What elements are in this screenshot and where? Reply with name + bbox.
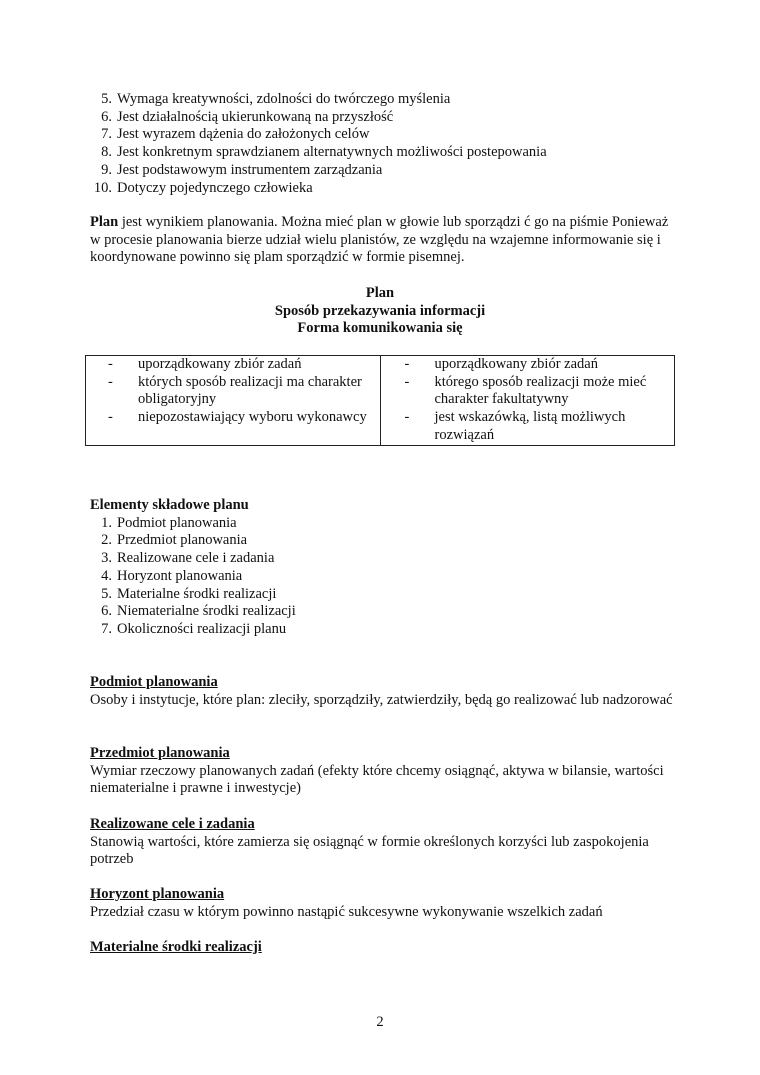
dash-bullet: - xyxy=(404,373,410,390)
table-cell-right xyxy=(380,356,675,446)
list-text: Niematerialne środki realizacji xyxy=(117,603,296,620)
list-item xyxy=(92,568,680,586)
list-number: 7. xyxy=(101,126,112,143)
plan-term: Plan xyxy=(90,214,119,230)
section-przedmiot xyxy=(90,745,680,798)
list-item xyxy=(92,109,682,127)
list-item xyxy=(92,532,680,550)
list-item xyxy=(108,356,376,374)
table-cell-left xyxy=(86,356,381,446)
list-number: 4. xyxy=(101,567,112,584)
list-item xyxy=(108,409,376,427)
list-number: 5. xyxy=(101,585,112,602)
plan-elements xyxy=(90,497,680,639)
list-item xyxy=(92,586,680,604)
comparison-table xyxy=(85,355,675,446)
list-number: 7. xyxy=(101,620,112,637)
list-text: Realizowane cele i zadania xyxy=(117,550,275,567)
list-text: Wymaga kreatywności, zdolności do twórczego myślenia xyxy=(117,91,451,107)
list-item xyxy=(405,356,671,374)
list-item xyxy=(405,409,671,444)
list-text: jest wskazówką, listą możliwych rozwiązań xyxy=(434,409,626,443)
plan-heading-subtitle-2: Forma komunikowania się xyxy=(297,320,463,337)
list-item xyxy=(92,180,682,198)
plan-description: jest wynikiem planowania. Można mieć plan w głowie lub sporządzi ć go na piśmie Ponieważ w procesie planowania bierze udział wielu planistów, ze względu na wzajemne informowanie się i koordynowane powinno się plam sporządzić w formie pisemnej. xyxy=(90,214,669,266)
list-text: uporządkowany zbiór zadań xyxy=(434,356,598,372)
section-text: Osoby i instytucje, które plan: zleciły, sporządziły, zatwierdziły, będą go realizować lub nadzorować xyxy=(90,691,673,708)
dash-bullet: - xyxy=(108,356,113,372)
list-text: niepozostawiający wyboru wykonawcy xyxy=(138,409,367,426)
dash-bullet: - xyxy=(404,409,410,426)
dash-bullet: - xyxy=(108,373,113,390)
list-text: Jest podstawowym instrumentem zarządzania xyxy=(117,161,383,178)
list-text: Jest konkretnym sprawdzianem alternatywnych możliwości postepowania xyxy=(117,144,547,161)
section-materialne xyxy=(90,939,680,957)
plan-elements-title: Elementy składowe planu xyxy=(90,497,249,513)
section-text: Wymiar rzeczowy planowanych zadań (efekty które chcemy osiągnąć, aktywa w bilansie, wartości niematerialne i prawne i inwestycje) xyxy=(90,762,664,797)
list-number: 1. xyxy=(101,514,112,531)
section-realizowane xyxy=(90,816,680,869)
list-item xyxy=(92,91,682,109)
page-number: 2 xyxy=(376,1014,384,1030)
list-text: uporządkowany zbiór zadań xyxy=(138,356,302,372)
list-text: Podmiot planowania xyxy=(117,514,237,531)
list-number: 6. xyxy=(101,108,112,125)
list-item xyxy=(92,515,680,533)
section-text: Stanowią wartości, które zamierza się osiągnąć w formie określonych korzyści lub zaspokojenia potrzeb xyxy=(90,833,649,868)
list-text: których sposób realizacji ma charakter obligatoryjny xyxy=(138,373,362,408)
list-text: Przedmiot planowania xyxy=(117,532,248,549)
list-item xyxy=(92,603,680,621)
section-podmiot xyxy=(90,674,680,709)
table-row xyxy=(86,356,675,446)
list-text: Materialne środki realizacji xyxy=(117,585,277,602)
list-number: 6. xyxy=(101,603,112,620)
section-heading: Horyzont planowania xyxy=(90,886,225,902)
list-number: 10. xyxy=(93,179,112,196)
list-number: 5. xyxy=(101,91,112,107)
plan-heading xyxy=(90,285,670,338)
section-heading: Materialne środki realizacji xyxy=(90,939,262,955)
list-item xyxy=(92,621,680,639)
characteristics-list xyxy=(92,91,682,197)
list-item xyxy=(92,144,682,162)
list-text: Okoliczności realizacji planu xyxy=(117,620,287,637)
section-horyzont xyxy=(90,886,680,921)
plan-heading-title: Plan xyxy=(365,285,395,301)
section-text: Przedział czasu w którym powinno nastąpić sukcesywne wykonywanie wszelkich zadań xyxy=(90,903,603,920)
plan-paragraph xyxy=(90,214,680,267)
list-number: 3. xyxy=(101,550,112,567)
list-text: Horyzont planowania xyxy=(117,567,243,584)
list-number: 2. xyxy=(101,532,112,549)
list-number: 9. xyxy=(101,161,112,178)
section-heading: Podmiot planowania xyxy=(90,674,218,690)
list-item xyxy=(92,550,680,568)
dash-bullet: - xyxy=(108,409,113,426)
list-text: Jest wyrazem dążenia do założonych celów xyxy=(117,126,370,143)
list-text: którego sposób realizacji może mieć charakter fakultatywny xyxy=(434,373,647,408)
list-item xyxy=(108,374,376,409)
plan-heading-subtitle: Sposób przekazywania informacji xyxy=(274,302,486,319)
section-heading: Przedmiot planowania xyxy=(90,745,230,761)
list-item xyxy=(92,162,682,180)
list-item xyxy=(92,126,682,144)
list-number: 8. xyxy=(101,144,112,161)
list-text: Jest działalnością ukierunkowaną na przyszłość xyxy=(117,108,394,125)
list-text: Dotyczy pojedynczego człowieka xyxy=(117,179,313,196)
list-item xyxy=(405,374,671,409)
dash-bullet: - xyxy=(404,356,410,372)
section-heading: Realizowane cele i zadania xyxy=(90,816,255,832)
